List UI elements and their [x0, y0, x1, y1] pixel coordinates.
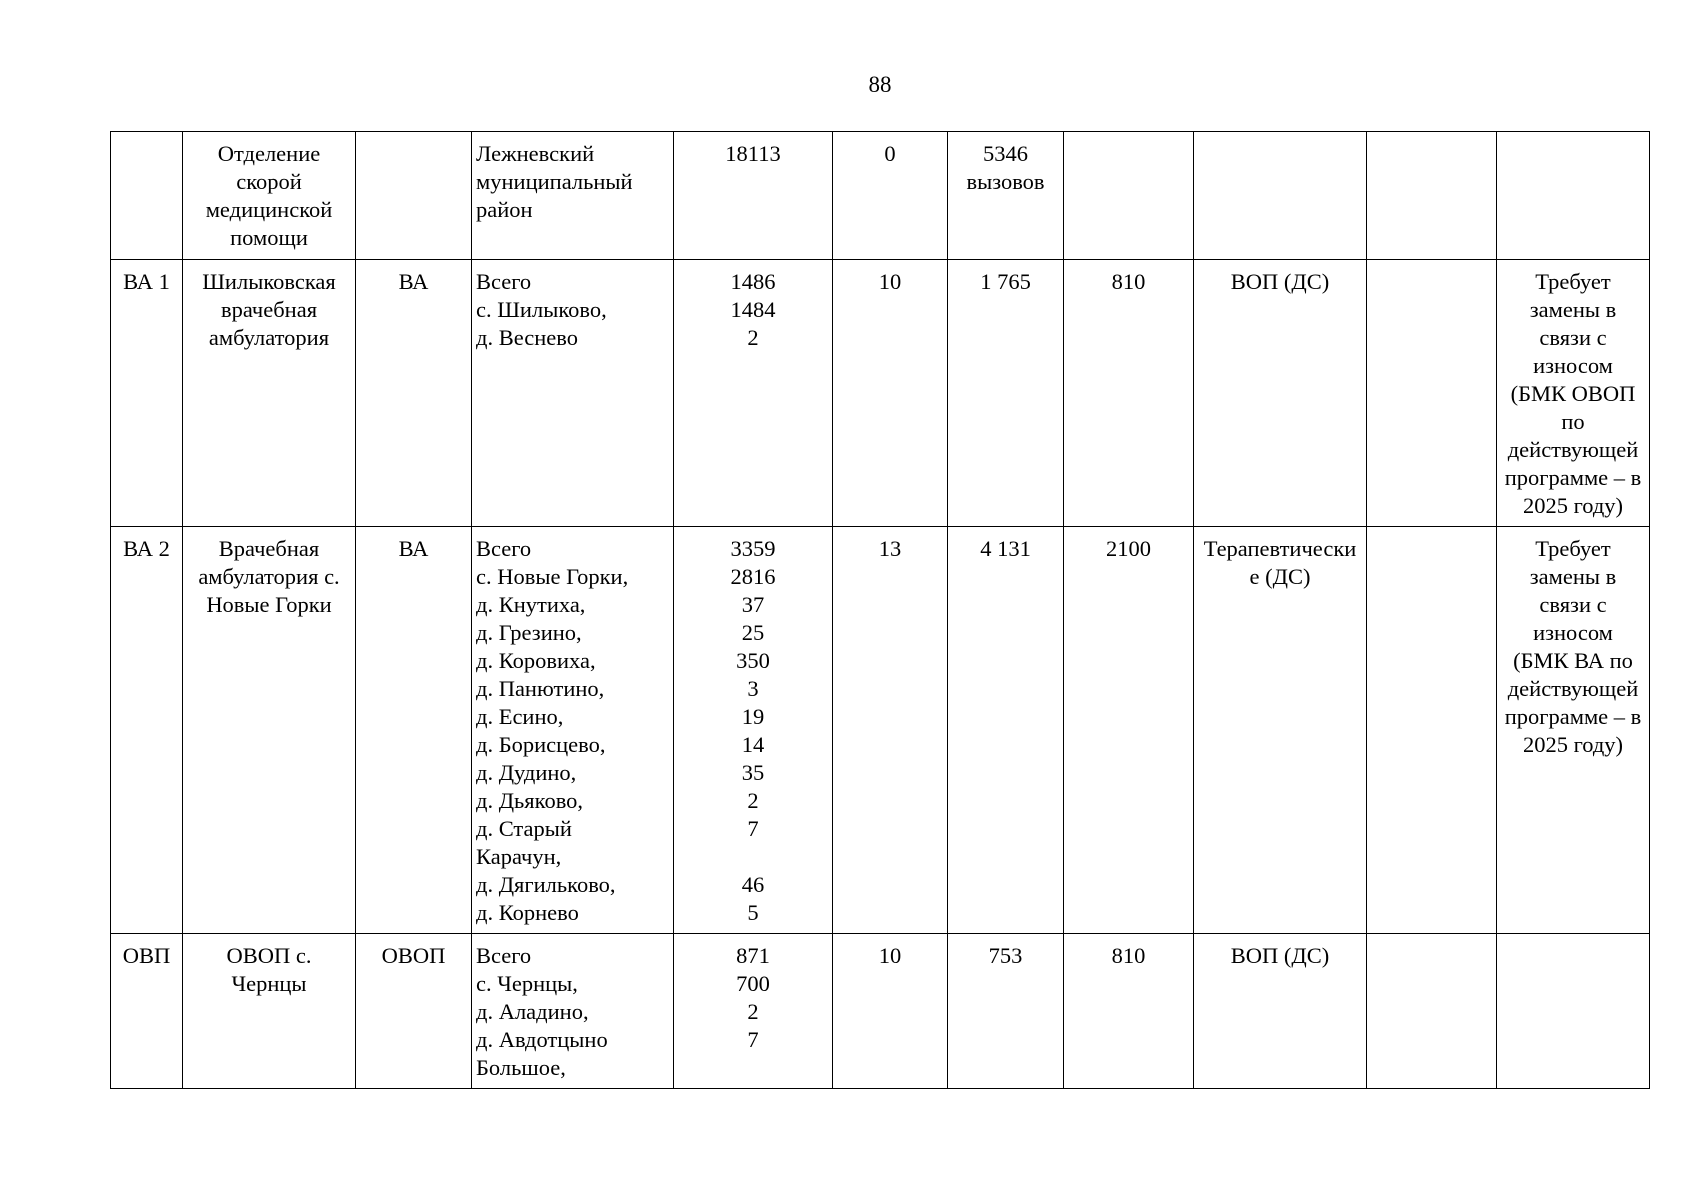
cell-settlements: Всего с. Новые Горки, д. Кнутиха, д. Грезино, д. Коровиха, д. Панютино, д. Есино, д. Борисцево, д. Дудино, д. Дьяково, д. Старый Карачун, д. Дягильково, д. Корнево	[472, 527, 674, 934]
cell-distance: 13	[833, 527, 948, 934]
cell-type: ВА	[356, 260, 472, 527]
cell-profile: ВОП (ДС)	[1194, 260, 1367, 527]
cell-population: 871 700 2 7	[674, 934, 833, 1089]
cell-extra	[1367, 934, 1497, 1089]
cell-distance: 0	[833, 132, 948, 260]
cell-capacity: 4 131	[948, 527, 1064, 934]
cell-code: ВА 2	[111, 527, 183, 934]
cell-norm	[1064, 132, 1194, 260]
cell-name: Врачебная амбулатория с. Новые Горки	[183, 527, 356, 934]
cell-capacity: 5346 вызовов	[948, 132, 1064, 260]
cell-extra	[1367, 132, 1497, 260]
cell-settlements: Лежневский муниципальный район	[472, 132, 674, 260]
cell-profile: ВОП (ДС)	[1194, 934, 1367, 1089]
page-number: 88	[868, 72, 892, 97]
table-row	[111, 132, 1650, 260]
cell-type: ВА	[356, 527, 472, 934]
cell-settlements: Всего с. Шилыково, д. Веснево	[472, 260, 674, 527]
cell-norm: 810	[1064, 260, 1194, 527]
cell-type	[356, 132, 472, 260]
cell-extra	[1367, 527, 1497, 934]
cell-norm: 810	[1064, 934, 1194, 1089]
cell-extra	[1367, 260, 1497, 527]
cell-population: 1486 1484 2	[674, 260, 833, 527]
table-row	[111, 527, 1650, 934]
cell-code: ВА 1	[111, 260, 183, 527]
cell-population: 18113	[674, 132, 833, 260]
cell-type: ОВОП	[356, 934, 472, 1089]
cell-settlements: Всего с. Чернцы, д. Аладино, д. Авдотцыно Большое,	[472, 934, 674, 1089]
cell-distance: 10	[833, 934, 948, 1089]
cell-capacity: 753	[948, 934, 1064, 1089]
table-row	[111, 260, 1650, 527]
cell-note	[1497, 934, 1650, 1089]
cell-code	[111, 132, 183, 260]
cell-profile: Терапевтически е (ДС)	[1194, 527, 1367, 934]
cell-profile	[1194, 132, 1367, 260]
cell-population: 3359 2816 37 25 350 3 19 14 35 2 7 46 5	[674, 527, 833, 934]
cell-code: ОВП	[111, 934, 183, 1089]
cell-name: Шилыковская врачебная амбулатория	[183, 260, 356, 527]
cell-name: Отделение скорой медицинской помощи	[183, 132, 356, 260]
cell-distance: 10	[833, 260, 948, 527]
cell-note: Требует замены в связи с износом (БМК ОВОП по действующей программе – в 2025 году)	[1497, 260, 1650, 527]
cell-note	[1497, 132, 1650, 260]
facilities-table	[110, 131, 1650, 1089]
cell-capacity: 1 765	[948, 260, 1064, 527]
cell-note: Требует замены в связи с износом (БМК ВА по действующей программе – в 2025 году)	[1497, 527, 1650, 934]
cell-name: ОВОП с. Чернцы	[183, 934, 356, 1089]
cell-norm: 2100	[1064, 527, 1194, 934]
table-row	[111, 934, 1650, 1089]
